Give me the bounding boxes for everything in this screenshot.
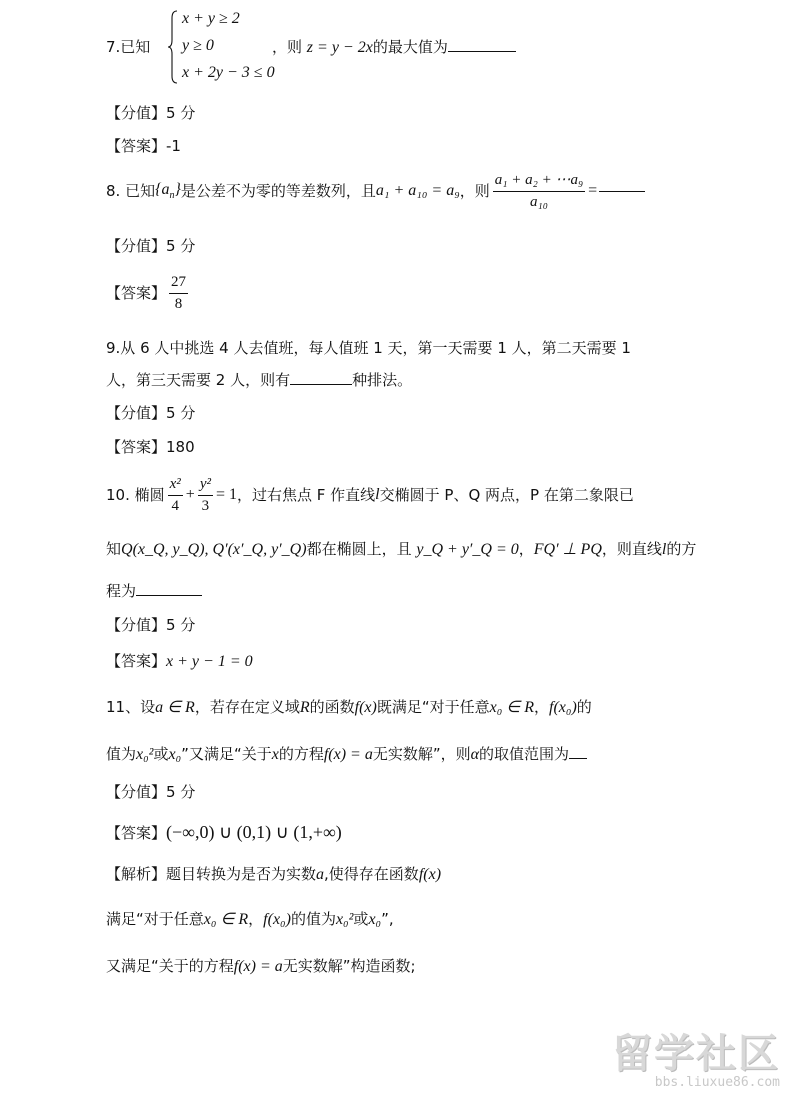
q11-analysis2e: ”, xyxy=(381,910,394,928)
q10-answer xyxy=(106,652,253,671)
q10-line3-text: 程为 xyxy=(106,582,137,600)
q8-text2: ，则 xyxy=(459,182,490,200)
q11-analysis2-x0sq: x₀² xyxy=(335,911,354,928)
q10-plus: + xyxy=(185,486,195,504)
q10-fraction-x: $\frac{\text{x²}}{4}$ xyxy=(169,476,181,514)
q11-analysis-label: 【解析】 xyxy=(106,865,167,883)
site-watermark xyxy=(612,1022,780,1090)
q11-analysis3b: 无实数解”构造函数; xyxy=(282,957,416,975)
q10-line2-prefix: 知 xyxy=(106,540,122,558)
q11-text7: 的方程 xyxy=(278,745,324,763)
q8-line xyxy=(106,172,645,210)
q9-line-2 xyxy=(106,371,412,389)
q11-or: 或 xyxy=(153,745,169,763)
q11-analysis-line-3 xyxy=(106,957,416,976)
q11-text2: 的函数 xyxy=(309,698,355,716)
q7-answer xyxy=(106,137,181,155)
q7-inequality-2: y ≥ 0 xyxy=(182,37,214,54)
q11-x0-squared: x₀² xyxy=(136,746,154,763)
q10-condition-2: FQ′ ⊥ PQ xyxy=(533,541,602,558)
q10-score-value: 5 分 xyxy=(166,616,196,634)
q11-analysis2c: 的值为 xyxy=(290,910,336,928)
q8-score-label: 【分值】 xyxy=(106,237,167,255)
q11-line-1 xyxy=(106,698,592,717)
q8-equals: = xyxy=(588,182,598,200)
q11-analysis1-a: a xyxy=(316,866,325,883)
q8-answer-denominator: 8 xyxy=(174,295,183,312)
q11-analysis1-fx: f(x) xyxy=(418,866,442,883)
q7-inequality-3: x + 2y − 3 ≤ 0 xyxy=(182,64,275,81)
q11-x0: x₀ xyxy=(168,746,182,763)
q7-prefix: 7.已知 xyxy=(106,38,151,56)
q10-text2: 交椭圆于 P、Q 两点，P 在第二象限已 xyxy=(379,486,634,504)
q10-answer-blank xyxy=(136,594,202,596)
q7-answer-value: -1 xyxy=(166,137,181,155)
q10-comma: ， xyxy=(518,540,534,558)
q11-analysis2-x0: x₀ xyxy=(368,911,382,928)
q11-text8: 无实数解”，则 xyxy=(372,745,471,763)
q11-equation: f(x) = a xyxy=(323,746,373,763)
q11-text3: 既满足“对于任意 xyxy=(376,698,490,716)
q10-condition-1: y_Q + y′_Q = 0 xyxy=(416,541,519,558)
q11-x0-in-r: x₀ ∈ R xyxy=(489,699,534,716)
q8-fraction-numerator: a₁ + a₂ + ⋯a₉ xyxy=(493,172,585,192)
q10-fraction-y: $\frac{\text{y²}}{3}$ xyxy=(199,476,211,514)
q11-alpha: α xyxy=(470,746,480,763)
q7-inequality-1: x + y ≥ 2 xyxy=(182,10,240,27)
q9-line2-end: 种排法。 xyxy=(352,371,413,389)
q10-line-l: l xyxy=(375,486,380,504)
q10-line-3 xyxy=(106,582,202,600)
q8-answer-label: 【答案】 xyxy=(106,284,167,302)
q11-analysis2d: 或 xyxy=(353,910,369,928)
q11-a-in-r: a ∈ R xyxy=(155,699,195,716)
q8-answer-numerator: 27 xyxy=(169,274,188,294)
q7-answer-blank xyxy=(448,50,516,52)
q11-text9: 的取值范围为 xyxy=(479,745,570,763)
q11-answer-blank xyxy=(569,757,587,759)
q11-domain-r: R xyxy=(299,699,310,716)
q8-text1: 是公差不为零的等差数列，且 xyxy=(180,182,376,200)
q7-line xyxy=(106,38,150,56)
q8-answer-fraction xyxy=(169,274,188,312)
watermark-url: bbs.liuxue86.com xyxy=(654,1075,780,1090)
q8-fraction xyxy=(493,172,585,210)
q11-analysis2-fx0: f(x₀) xyxy=(263,911,291,928)
q8-score xyxy=(106,237,195,255)
q11-analysis3-fxa: f(x) = a xyxy=(233,958,283,975)
q10-text5: 的方 xyxy=(666,540,697,558)
q10-text4: ，则直线 xyxy=(601,540,662,558)
q11-line-2 xyxy=(106,745,587,764)
q11-analysis-line-2 xyxy=(106,910,394,929)
q10-answer-value: x + y − 1 = 0 xyxy=(166,653,253,670)
q11-analysis1a: 题目转换为是否为实数 xyxy=(166,865,317,883)
q9-score-label: 【分值】 xyxy=(106,404,167,422)
system-brace-icon xyxy=(168,10,178,84)
q9-line2-start: 人，第三天需要 2 人，则有 xyxy=(106,371,291,389)
q8-prefix: 8. 已知 xyxy=(106,182,156,200)
q11-answer-value: (−∞,0) ∪ (0,1) ∪ (1,+∞) xyxy=(166,822,342,842)
q10-text1: ，过右焦点 F 作直线 xyxy=(237,486,376,504)
q11-text5: 的 xyxy=(576,698,592,716)
q9-score-value: 5 分 xyxy=(166,404,196,422)
q11-answer-label: 【答案】 xyxy=(106,824,167,842)
q11-text4: ， xyxy=(533,698,549,716)
q7-suffix: 的最大值为 xyxy=(372,38,448,56)
q7-objective: z = y − 2x xyxy=(306,39,373,56)
q10-line-1 xyxy=(106,476,634,514)
watermark-logo-text: 留学社区 xyxy=(612,1031,780,1077)
q7-score xyxy=(106,104,195,122)
q10-answer-label: 【答案】 xyxy=(106,652,167,670)
q10-equals-one: = 1 xyxy=(215,486,237,504)
q11-text1: ，若存在定义域 xyxy=(194,698,300,716)
q8-score-value: 5 分 xyxy=(166,237,196,255)
q11-analysis2-x0inr: x₀ ∈ R xyxy=(203,911,249,928)
q10-points: Q(x_Q, y_Q), Q′(x′_Q, y′_Q) xyxy=(121,541,307,558)
q9-line-1: 9.从 6 人中挑选 4 人去值班，每人值班 1 天，第一天需要 1 人，第二天需要 1 xyxy=(106,339,631,357)
q11-f-x0: f(x₀) xyxy=(549,699,577,716)
q11-score xyxy=(106,783,195,801)
q8-fraction-denominator: a₁₀ xyxy=(530,193,548,210)
q11-prefix: 11、设 xyxy=(106,698,156,716)
q8-condition: a₁ + a₁₀ = a₉ xyxy=(375,182,460,200)
q10-score xyxy=(106,616,195,634)
q10-text3: 都在椭圆上，且 xyxy=(306,540,412,558)
q11-x: x xyxy=(271,746,279,763)
q11-line2-prefix: 值为 xyxy=(106,745,137,763)
q7-score-value: 5 分 xyxy=(166,104,196,122)
q11-score-value: 5 分 xyxy=(166,783,196,801)
q9-score xyxy=(106,404,195,422)
q11-answer xyxy=(106,822,342,844)
q7-score-label: 【分值】 xyxy=(106,104,167,122)
q7-mid: ，则 xyxy=(272,38,303,56)
q9-answer-value: 180 xyxy=(166,438,195,456)
q7-question-tail xyxy=(272,38,516,57)
q10-line-2 xyxy=(106,540,696,559)
q8-answer-blank xyxy=(599,190,645,192)
q11-analysis1b: ,使得存在函数 xyxy=(324,865,419,883)
q8-sequence: $\{a_n\}$ xyxy=(155,180,181,202)
q11-score-label: 【分值】 xyxy=(106,783,167,801)
q10-line-l2: l xyxy=(661,541,667,558)
q11-analysis2a: 满足“对于任意 xyxy=(106,910,204,928)
q9-answer-label: 【答案】 xyxy=(106,438,167,456)
q10-score-label: 【分值】 xyxy=(106,616,167,634)
q7-answer-label: 【答案】 xyxy=(106,137,167,155)
q9-answer xyxy=(106,438,195,456)
q11-text6: ”又满足“关于 xyxy=(181,745,272,763)
q11-analysis2b: ， xyxy=(248,910,264,928)
q11-analysis-line-1 xyxy=(106,865,441,884)
q11-function: f(x) xyxy=(354,699,377,716)
q10-prefix: 10. 椭圆 xyxy=(106,486,165,504)
q9-answer-blank xyxy=(290,383,352,385)
q11-analysis3a: 又满足“关于的方程 xyxy=(106,957,234,975)
q8-answer xyxy=(106,274,191,312)
